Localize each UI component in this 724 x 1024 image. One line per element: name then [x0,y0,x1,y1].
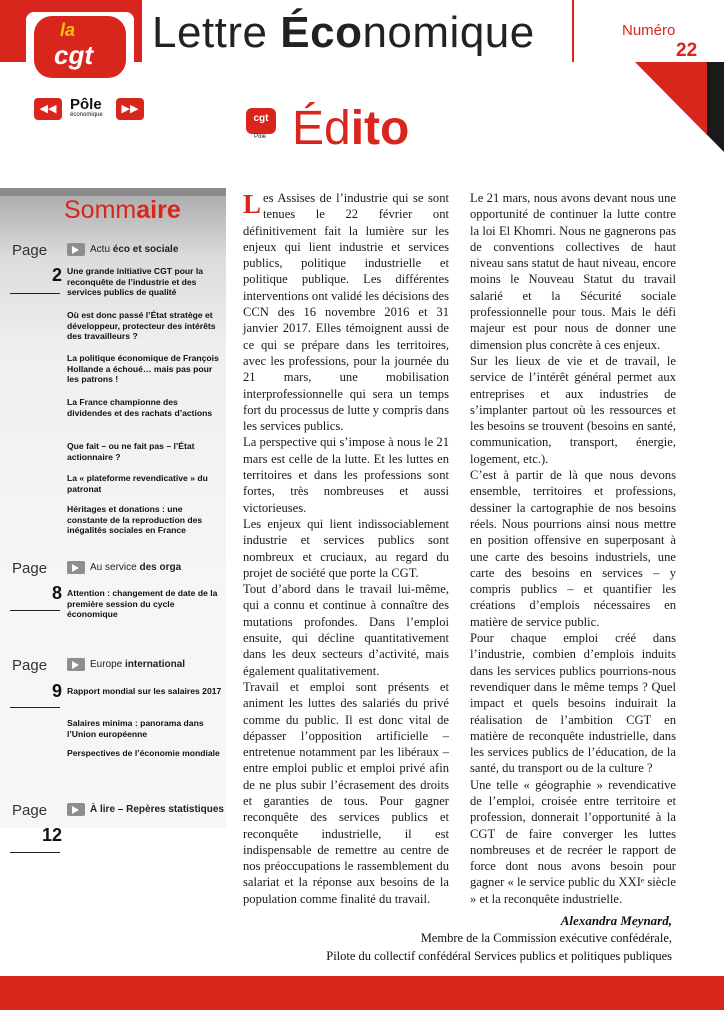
paragraph: La perspective qui s’impose à nous le 21 mars est celle de la lutte. Et les luttes en territoires et dans les professions sont fortes, très nombreuses et aussi victorieuses. [243,435,449,515]
issue-number: 22 [676,40,698,61]
arrow-left-icon: ◀◀ [34,98,62,120]
toc-item[interactable]: Rapport mondial sur les salaires 2017 [67,686,222,696]
pole-sublabel: économique [70,112,103,118]
section-label: Au service des orga [90,562,182,573]
signature-role: Membre de la Commission exécutive confédérale, [420,931,672,945]
page-number: 8 [51,583,62,603]
toc-item[interactable]: Attention : changement de date de la première session du cycle économique [67,588,218,620]
arrow-icon [67,658,85,671]
toc-item[interactable]: Où est donc passé l’État stratège et développeur, protecteur des intérêts des travailleurs ? [67,310,216,342]
divider [10,852,60,853]
edito-title: Édito [292,102,410,155]
edito-logo-sub: Pôle [254,134,267,140]
drop-cap: L [243,189,262,219]
toc-item[interactable]: Une grande initiative CGT pour la reconquête de l’industrie et des services publics de qualité [67,266,204,298]
pole-label: Pôle [70,96,102,113]
page-number: 9 [51,681,62,701]
divider [10,610,60,611]
edito-logo: cgt [246,108,276,134]
arrow-icon [67,561,85,574]
page-number: 12 [41,825,62,845]
sidebar-top-bar [0,188,226,196]
signature-name: Alexandra Meynard, [560,913,672,928]
toc-item[interactable]: Perspectives de l’économie mondiale [67,748,220,758]
toc-item[interactable]: Que fait – ou ne fait pas – l’État actionnaire ? [67,441,195,462]
toc-item[interactable]: La France championne des dividendes et des rachats d’actions [67,397,213,418]
signature-role: Pilote du collectif confédéral Services publics et politiques publiques [326,949,672,963]
cgt-logo-la: la [60,20,76,40]
issue-number-label: Numéro [622,22,676,39]
toc-item[interactable]: La politique économique de François Hollande a échoué… mais pas pour les patrons ! [67,353,219,385]
page-label: Page [12,560,48,577]
paragraph: es Assises de l’industrie qui se sont tenues le 22 février ont définitivement fait la lumière sur les enjeux qui lient industrie et services publics, politique industrielle et politique publique. Les différentes interventions ont validé les décisions des CCN des 16 novembre 2016 et 31 janvier 2017. Elles témoignent aussi de ce qui se prépare dans les territoires, avec les professions, pour la journée du 21 mars, une mobilisation interprofessionnelle qui sera un temps fort du processus de lutte y compris dans les services publics. [243,191,450,434]
divider [10,293,60,294]
paragraph: Tout d’abord dans le travail lui-même, qui a connu et continue à connaître des mutations profondes. Dans l’emploi ensuite, qui décline quantitativement dans les deux secteurs d’activité, mais également qualitativement. [243,582,449,678]
page-number: 2 [51,265,62,285]
arrow-icon [67,243,85,256]
edito-column-2 [470,190,676,907]
paragraph: C’est à partir de là que nous devons ensemble, territoires et professions, dessiner la cartographie de nos besoins réels. Nous pourrions ainsi nous mettre en position offensive en superposant à une carte des besoins industriels, une carte des besoins en services – y compris publics – et quantifier les créations d’emplois nécessaires en matière de service public. [470,468,676,629]
sommaire-title: Sommaire [64,196,181,224]
footer-band [0,976,724,1010]
toc-item[interactable]: La « plateforme revendicative » du patronat [67,473,208,494]
issue-date: mars 2017 [575,124,639,139]
paragraph: Sur les lieux de vie et de travail, le service de l’intérêt général permet aux entreprises et aux industries de s’implanter partout où les ressources et les besoins se trouvent (besoins en santé, communication, transport, énergie, logement, etc.). [470,353,677,466]
toc-item[interactable]: Héritages et donations : une constante de la reproduction des inégalités sociales en France [67,504,203,536]
section-label: À lire – Repères statistiques [90,804,224,815]
paragraph: Les enjeux qui lient indissociablement industrie et services publics sont nombreux et cruciaux, au regard du projet de société que porte la CGT. [243,516,449,580]
page-label: Page [12,657,48,674]
publication-title: Lettre Économique [152,8,535,57]
arrow-right-icon: ▶▶ [116,98,144,120]
section-label: Actu éco et sociale [90,244,179,255]
page-label: Page [12,802,48,819]
paragraph: Le 21 mars, nous avons devant nous une opportunité de continuer la lutte contre la loi El Khomri. Nous ne gagnerons pas de conventions collectives de haut niveau sans statut de haut niveau, encore moins le Nouveau Statut du travail salarié et la Sécurité sociale professionnelle pour tous. Mais le défi majeur est pour nous de donner une dimension plus concrète à ces enjeux. [470,191,676,352]
paragraph: Une telle « géographie » revendicative de l’emploi, croisée entre territoire et profession, donnerait l’opportunité à la CGT de faire converger les luttes nombreuses et de recréer le rapport de force dont nous avons besoin pour gagner « le service public du XXIᵉ siècle » et la reconquête industrielle. [470,777,676,906]
arrow-icon [67,803,85,816]
section-label: Europe international [90,659,186,670]
cgt-logo-text: cgt [54,40,93,70]
toc-item[interactable]: Salaires minima : panorama dans l’Union européenne [67,718,204,739]
divider [10,707,60,708]
paragraph: Pour chaque emploi créé dans l’industrie, combien d’emplois induits dans les services publics pourrions-nous revendiquer dans le même temps ? Quel impact et quels besoins induirait la réalisation de l’ambition CGT en matière de reconquête industrielle, dans les services publics de l’éducation, de la santé, du transport ou de la culture ? [470,631,676,776]
paragraph: Travail et emploi sont présents et animent les luttes des salariés du privé comme du public. Il est donc vital de dépasser l’opposition artificielle – entretenue notamment par les libéraux – entre emploi public et emploi privé afin de ne plus subir l’écrasement des droits et garanties de tous. Pour gagner reconquête des services publics et reconquête industrielle, il est indispensable de remettre au centre de nos préoccupations le rassemblement du salariat et la réponse aux besoins de la population comme finalité du travail. [243,679,449,906]
edito-column-1 [243,190,449,907]
page-label: Page [12,242,48,259]
